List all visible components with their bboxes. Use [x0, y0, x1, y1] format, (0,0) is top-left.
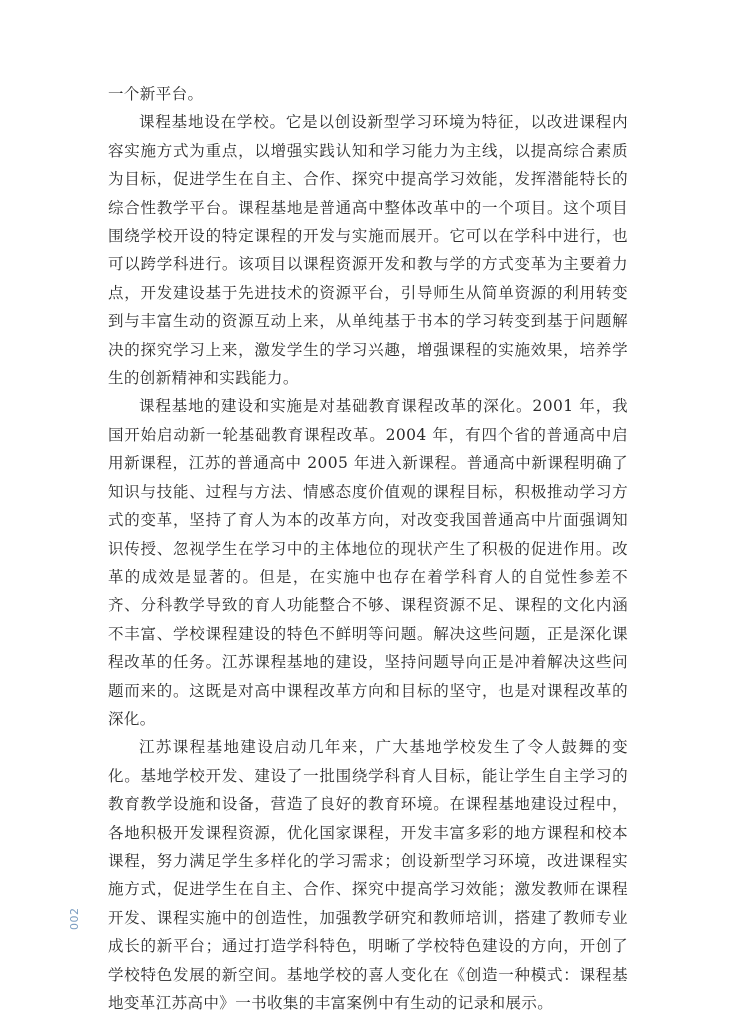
paragraph-curriculum-reform: 课程基地的建设和实施是对基础教育课程改革的深化。2001 年，我国开始启动新一轮基础教育课程改革。2004 年，有四个省的普通高中启用新课程，江苏的普通高中 2005 年进入新课程。普通高中新课程明确了知识与技能、过程与方法、情感态度价值观的课程目标，积极推动学习方式的变革，坚持了育人为本的改革方向，对改变我国普通高中片面强调知识传授、忽视学生在学习中的主体地位的现状产生了积极的促进作用。改革的成效是显著的。但是，在实施中也存在着学科育人的自觉性参差不齐、分科教学导致的育人功能整合不够、课程资源不足、课程的文化内涵不丰富、学校课程建设的特色不鲜明等问题。解决这些问题，正是深化课程改革的任务。江苏课程基地的建设，坚持问题导向正是冲着解决这些问题而来的。这既是对高中课程改革方向和目标的坚守，也是对课程改革的深化。 [108, 397, 628, 728]
page-number: 002 [68, 907, 81, 930]
body-text [108, 80, 628, 1017]
paragraph-jiangsu-changes: 江苏课程基地建设启动几年来，广大基地学校发生了令人鼓舞的变化。基地学校开发、建设了一批围绕学科育人目标，能让学生自主学习的教育教学设施和设备，营造了良好的教育环境。在课程基地建设过程中，各地积极开发课程资源，优化国家课程，开发丰富多彩的地方课程和校本课程，努力满足学生多样化的学习需求；创设新型学习环境，改进课程实施方式，促进学生在自主、合作、探究中提高学习效能；激发教师在课程开发、课程实施中的创造性，加强教学研究和教师培训，搭建了教师专业成长的新平台；通过打造学科特色，明晰了学校特色建设的方向，开创了学校特色发展的新空间。基地学校的喜人变化在《创造一种模式：课程基地变革江苏高中》一书收集的丰富案例中有生动的记录和展示。 [108, 738, 628, 1012]
paragraph-continuation: 一个新平台。 [108, 85, 204, 103]
paragraph-course-base-definition: 课程基地设在学校。它是以创设新型学习环境为特征，以改进课程内容实施方式为重点，以增强实践认知和学习能力为主线，以提高综合素质为目标，促进学生在自主、合作、探究中提高学习效能，发挥潜能特长的综合性教学平台。课程基地是普通高中整体改革中的一个项目。这个项目围绕学校开设的特定课程的开发与实施而展开。它可以在学科中进行，也可以跨学科进行。该项目以课程资源开发和教与学的方式变革为主要着力点，开发建设基于先进技术的资源平台，引导师生从简单资源的利用转变到与丰富生动的资源互动上来，从单纯基于书本的学习转变到基于问题解决的探究学习上来，激发学生的学习兴趣，增强课程的实施效果，培养学生的创新精神和实践能力。 [108, 113, 628, 388]
